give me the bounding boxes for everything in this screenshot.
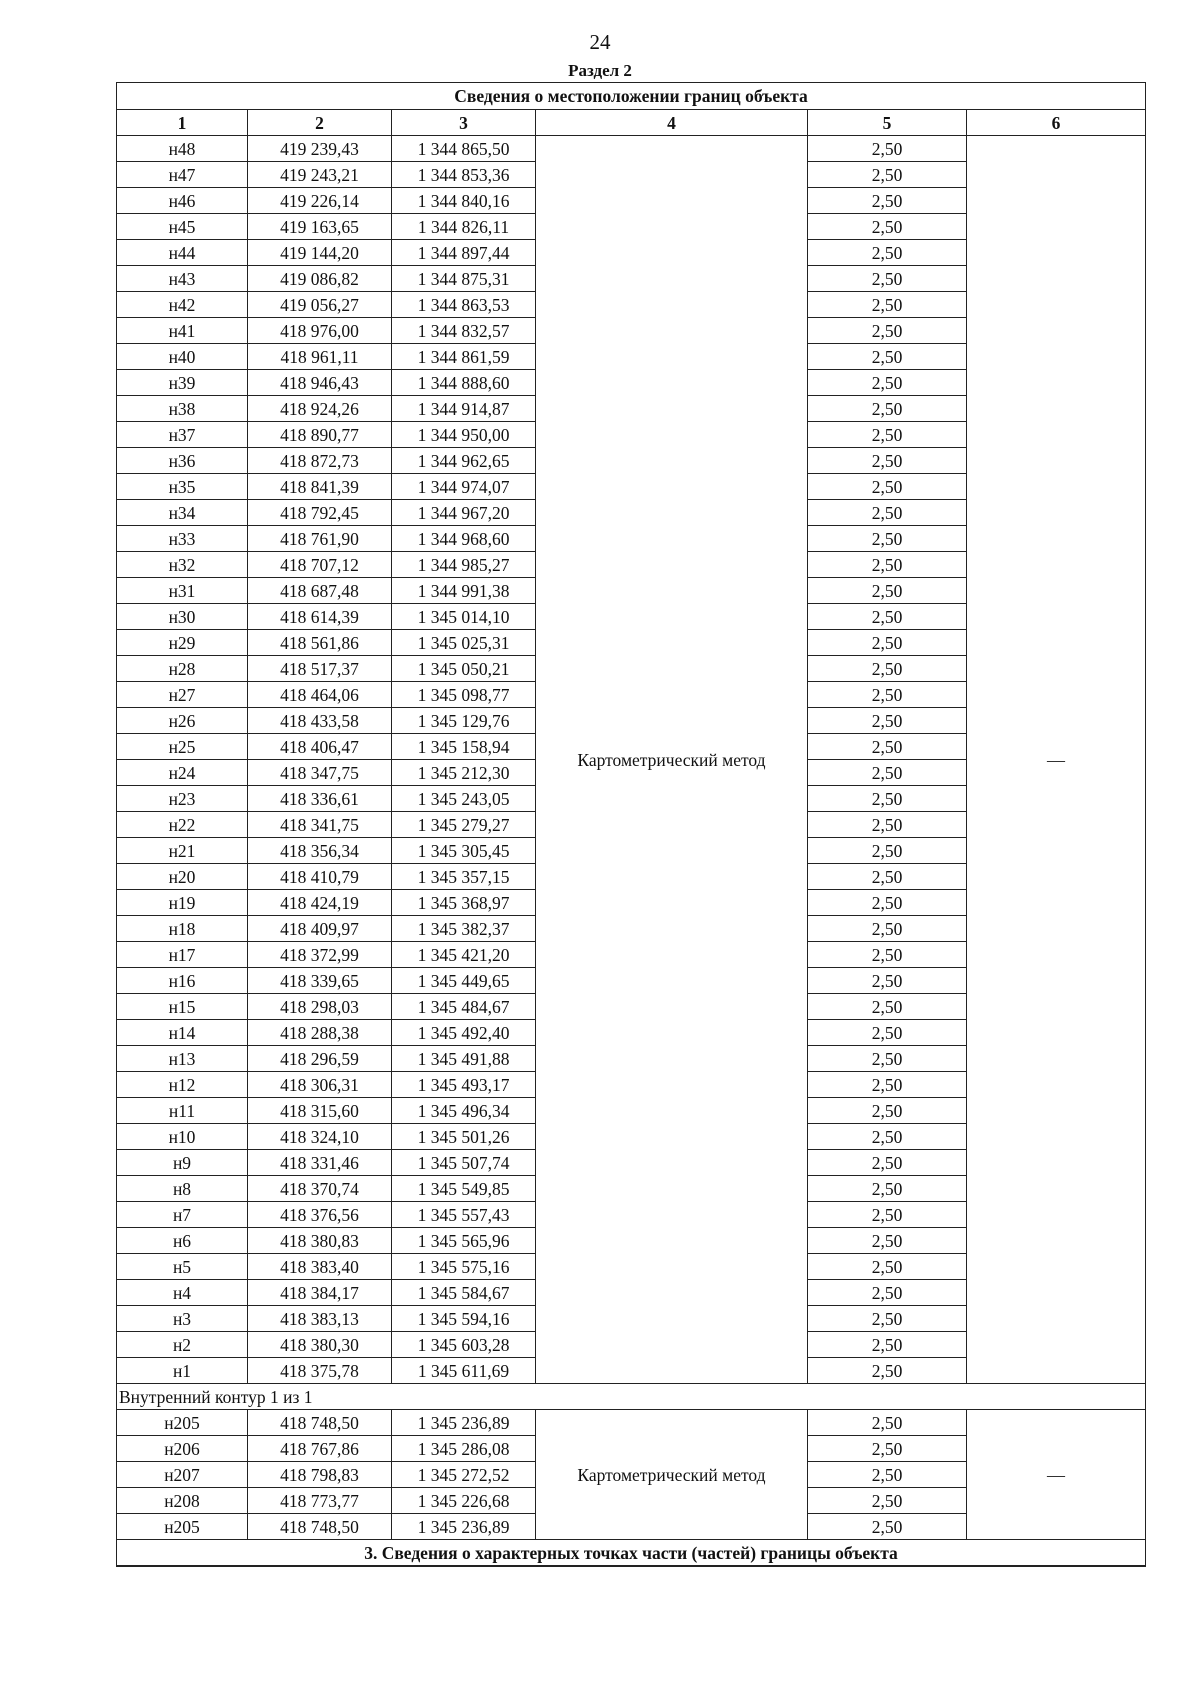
x-coordinate-cell: 418 798,83 [248, 1462, 392, 1488]
point-id-cell: н19 [117, 890, 248, 916]
column-6-cell: — [967, 136, 1146, 1384]
table-body [117, 83, 1146, 1567]
y-coordinate-cell: 1 345 236,89 [392, 1514, 536, 1540]
x-coordinate-cell: 418 792,45 [248, 500, 392, 526]
accuracy-cell: 2,50 [808, 1514, 967, 1540]
x-coordinate-cell: 418 315,60 [248, 1098, 392, 1124]
point-id-cell: н7 [117, 1202, 248, 1228]
table-row [117, 136, 1146, 162]
y-coordinate-cell: 1 345 098,77 [392, 682, 536, 708]
point-id-cell: н1 [117, 1358, 248, 1384]
accuracy-cell: 2,50 [808, 864, 967, 890]
x-coordinate-cell: 418 383,40 [248, 1254, 392, 1280]
section-label: Раздел 2 [568, 61, 632, 80]
column-number: 2 [248, 110, 392, 136]
column-number: 4 [536, 110, 808, 136]
accuracy-cell: 2,50 [808, 266, 967, 292]
x-coordinate-cell: 418 375,78 [248, 1358, 392, 1384]
accuracy-cell: 2,50 [808, 838, 967, 864]
y-coordinate-cell: 1 344 985,27 [392, 552, 536, 578]
y-coordinate-cell: 1 344 962,65 [392, 448, 536, 474]
column-number: 5 [808, 110, 967, 136]
point-id-cell: н22 [117, 812, 248, 838]
x-coordinate-cell: 418 384,17 [248, 1280, 392, 1306]
y-coordinate-cell: 1 345 305,45 [392, 838, 536, 864]
accuracy-cell: 2,50 [808, 994, 967, 1020]
accuracy-cell: 2,50 [808, 682, 967, 708]
point-id-cell: н205 [117, 1514, 248, 1540]
point-id-cell: н207 [117, 1462, 248, 1488]
x-coordinate-cell: 418 424,19 [248, 890, 392, 916]
accuracy-cell: 2,50 [808, 188, 967, 214]
point-id-cell: н14 [117, 1020, 248, 1046]
y-coordinate-cell: 1 345 611,69 [392, 1358, 536, 1384]
x-coordinate-cell: 418 614,39 [248, 604, 392, 630]
y-coordinate-cell: 1 344 888,60 [392, 370, 536, 396]
y-coordinate-cell: 1 345 025,31 [392, 630, 536, 656]
y-coordinate-cell: 1 344 826,11 [392, 214, 536, 240]
accuracy-cell: 2,50 [808, 1072, 967, 1098]
x-coordinate-cell: 419 086,82 [248, 266, 392, 292]
x-coordinate-cell: 418 748,50 [248, 1514, 392, 1540]
column-number: 3 [392, 110, 536, 136]
accuracy-cell: 2,50 [808, 812, 967, 838]
y-coordinate-cell: 1 344 853,36 [392, 162, 536, 188]
x-coordinate-cell: 418 872,73 [248, 448, 392, 474]
inner-contour-row [117, 1384, 1146, 1410]
accuracy-cell: 2,50 [808, 292, 967, 318]
y-coordinate-cell: 1 345 014,10 [392, 604, 536, 630]
accuracy-cell: 2,50 [808, 734, 967, 760]
accuracy-cell: 2,50 [808, 214, 967, 240]
point-id-cell: н11 [117, 1098, 248, 1124]
accuracy-cell: 2,50 [808, 1046, 967, 1072]
y-coordinate-cell: 1 345 421,20 [392, 942, 536, 968]
point-id-cell: н32 [117, 552, 248, 578]
x-coordinate-cell: 419 239,43 [248, 136, 392, 162]
accuracy-cell: 2,50 [808, 604, 967, 630]
point-id-cell: н38 [117, 396, 248, 422]
point-id-cell: н25 [117, 734, 248, 760]
accuracy-cell: 2,50 [808, 552, 967, 578]
table-caption: Сведения о местоположении границ объекта [117, 83, 1146, 110]
y-coordinate-cell: 1 344 832,57 [392, 318, 536, 344]
y-coordinate-cell: 1 345 272,52 [392, 1462, 536, 1488]
table-caption-row [117, 83, 1146, 110]
method-cell: Картометрический метод [536, 1410, 808, 1540]
y-coordinate-cell: 1 344 875,31 [392, 266, 536, 292]
x-coordinate-cell: 418 761,90 [248, 526, 392, 552]
y-coordinate-cell: 1 344 865,50 [392, 136, 536, 162]
x-coordinate-cell: 418 336,61 [248, 786, 392, 812]
accuracy-cell: 2,50 [808, 422, 967, 448]
column-number: 6 [967, 110, 1146, 136]
accuracy-cell: 2,50 [808, 474, 967, 500]
point-id-cell: н8 [117, 1176, 248, 1202]
point-id-cell: н35 [117, 474, 248, 500]
point-id-cell: н43 [117, 266, 248, 292]
point-id-cell: н46 [117, 188, 248, 214]
x-coordinate-cell: 418 409,97 [248, 916, 392, 942]
y-coordinate-cell: 1 345 484,67 [392, 994, 536, 1020]
accuracy-cell: 2,50 [808, 1332, 967, 1358]
point-id-cell: н16 [117, 968, 248, 994]
accuracy-cell: 2,50 [808, 526, 967, 552]
y-coordinate-cell: 1 345 501,26 [392, 1124, 536, 1150]
accuracy-cell: 2,50 [808, 1462, 967, 1488]
accuracy-cell: 2,50 [808, 630, 967, 656]
point-id-cell: н15 [117, 994, 248, 1020]
point-id-cell: н27 [117, 682, 248, 708]
y-coordinate-cell: 1 344 967,20 [392, 500, 536, 526]
y-coordinate-cell: 1 345 236,89 [392, 1410, 536, 1436]
point-id-cell: н12 [117, 1072, 248, 1098]
point-id-cell: н17 [117, 942, 248, 968]
point-id-cell: н40 [117, 344, 248, 370]
y-coordinate-cell: 1 345 212,30 [392, 760, 536, 786]
x-coordinate-cell: 418 561,86 [248, 630, 392, 656]
x-coordinate-cell: 418 383,13 [248, 1306, 392, 1332]
x-coordinate-cell: 418 356,34 [248, 838, 392, 864]
point-id-cell: н21 [117, 838, 248, 864]
x-coordinate-cell: 419 226,14 [248, 188, 392, 214]
y-coordinate-cell: 1 345 368,97 [392, 890, 536, 916]
y-coordinate-cell: 1 345 279,27 [392, 812, 536, 838]
accuracy-cell: 2,50 [808, 1280, 967, 1306]
y-coordinate-cell: 1 344 863,53 [392, 292, 536, 318]
accuracy-cell: 2,50 [808, 1124, 967, 1150]
table-row [117, 1410, 1146, 1436]
point-id-cell: н45 [117, 214, 248, 240]
x-coordinate-cell: 418 306,31 [248, 1072, 392, 1098]
point-id-cell: н36 [117, 448, 248, 474]
accuracy-cell: 2,50 [808, 1306, 967, 1332]
y-coordinate-cell: 1 345 449,65 [392, 968, 536, 994]
point-id-cell: н5 [117, 1254, 248, 1280]
accuracy-cell: 2,50 [808, 500, 967, 526]
point-id-cell: н28 [117, 656, 248, 682]
x-coordinate-cell: 418 976,00 [248, 318, 392, 344]
x-coordinate-cell: 418 773,77 [248, 1488, 392, 1514]
accuracy-cell: 2,50 [808, 1410, 967, 1436]
accuracy-cell: 2,50 [808, 396, 967, 422]
point-id-cell: н206 [117, 1436, 248, 1462]
y-coordinate-cell: 1 345 491,88 [392, 1046, 536, 1072]
x-coordinate-cell: 418 380,83 [248, 1228, 392, 1254]
y-coordinate-cell: 1 345 158,94 [392, 734, 536, 760]
accuracy-cell: 2,50 [808, 1488, 967, 1514]
y-coordinate-cell: 1 345 493,17 [392, 1072, 536, 1098]
accuracy-cell: 2,50 [808, 968, 967, 994]
y-coordinate-cell: 1 345 549,85 [392, 1176, 536, 1202]
point-id-cell: н2 [117, 1332, 248, 1358]
accuracy-cell: 2,50 [808, 890, 967, 916]
y-coordinate-cell: 1 344 840,16 [392, 188, 536, 214]
point-id-cell: н10 [117, 1124, 248, 1150]
accuracy-cell: 2,50 [808, 344, 967, 370]
x-coordinate-cell: 418 324,10 [248, 1124, 392, 1150]
y-coordinate-cell: 1 345 565,96 [392, 1228, 536, 1254]
y-coordinate-cell: 1 345 575,16 [392, 1254, 536, 1280]
point-id-cell: н26 [117, 708, 248, 734]
x-coordinate-cell: 419 144,20 [248, 240, 392, 266]
y-coordinate-cell: 1 345 226,68 [392, 1488, 536, 1514]
x-coordinate-cell: 419 056,27 [248, 292, 392, 318]
y-coordinate-cell: 1 344 950,00 [392, 422, 536, 448]
x-coordinate-cell: 418 924,26 [248, 396, 392, 422]
point-id-cell: н9 [117, 1150, 248, 1176]
x-coordinate-cell: 418 372,99 [248, 942, 392, 968]
y-coordinate-cell: 1 345 584,67 [392, 1280, 536, 1306]
y-coordinate-cell: 1 344 968,60 [392, 526, 536, 552]
accuracy-cell: 2,50 [808, 1098, 967, 1124]
y-coordinate-cell: 1 345 492,40 [392, 1020, 536, 1046]
point-id-cell: н20 [117, 864, 248, 890]
x-coordinate-cell: 418 347,75 [248, 760, 392, 786]
column-number: 1 [117, 110, 248, 136]
next-section-heading: 3. Сведения о характерных точках части (частей) границы объекта [117, 1540, 1146, 1567]
accuracy-cell: 2,50 [808, 942, 967, 968]
point-id-cell: н4 [117, 1280, 248, 1306]
point-id-cell: н3 [117, 1306, 248, 1332]
x-coordinate-cell: 419 243,21 [248, 162, 392, 188]
x-coordinate-cell: 418 961,11 [248, 344, 392, 370]
accuracy-cell: 2,50 [808, 1150, 967, 1176]
point-id-cell: н37 [117, 422, 248, 448]
accuracy-cell: 2,50 [808, 1202, 967, 1228]
column-6-cell: — [967, 1410, 1146, 1540]
point-id-cell: н6 [117, 1228, 248, 1254]
y-coordinate-cell: 1 344 974,07 [392, 474, 536, 500]
x-coordinate-cell: 418 296,59 [248, 1046, 392, 1072]
y-coordinate-cell: 1 344 914,87 [392, 396, 536, 422]
y-coordinate-cell: 1 344 861,59 [392, 344, 536, 370]
accuracy-cell: 2,50 [808, 370, 967, 396]
accuracy-cell: 2,50 [808, 448, 967, 474]
x-coordinate-cell: 418 707,12 [248, 552, 392, 578]
y-coordinate-cell: 1 345 507,74 [392, 1150, 536, 1176]
accuracy-cell: 2,50 [808, 1254, 967, 1280]
y-coordinate-cell: 1 344 991,38 [392, 578, 536, 604]
point-id-cell: н34 [117, 500, 248, 526]
accuracy-cell: 2,50 [808, 1176, 967, 1202]
x-coordinate-cell: 418 687,48 [248, 578, 392, 604]
accuracy-cell: 2,50 [808, 318, 967, 344]
x-coordinate-cell: 418 341,75 [248, 812, 392, 838]
point-id-cell: н33 [117, 526, 248, 552]
accuracy-cell: 2,50 [808, 240, 967, 266]
page-number: 24 [589, 30, 611, 54]
accuracy-cell: 2,50 [808, 708, 967, 734]
accuracy-cell: 2,50 [808, 578, 967, 604]
x-coordinate-cell: 418 406,47 [248, 734, 392, 760]
y-coordinate-cell: 1 345 357,15 [392, 864, 536, 890]
y-coordinate-cell: 1 345 050,21 [392, 656, 536, 682]
point-id-cell: н31 [117, 578, 248, 604]
point-id-cell: н44 [117, 240, 248, 266]
accuracy-cell: 2,50 [808, 1358, 967, 1384]
x-coordinate-cell: 418 946,43 [248, 370, 392, 396]
x-coordinate-cell: 418 370,74 [248, 1176, 392, 1202]
x-coordinate-cell: 419 163,65 [248, 214, 392, 240]
column-numbers-row [117, 110, 1146, 136]
y-coordinate-cell: 1 344 897,44 [392, 240, 536, 266]
accuracy-cell: 2,50 [808, 1436, 967, 1462]
x-coordinate-cell: 418 433,58 [248, 708, 392, 734]
y-coordinate-cell: 1 345 496,34 [392, 1098, 536, 1124]
x-coordinate-cell: 418 376,56 [248, 1202, 392, 1228]
method-cell: Картометрический метод [536, 136, 808, 1384]
x-coordinate-cell: 418 380,30 [248, 1332, 392, 1358]
y-coordinate-cell: 1 345 286,08 [392, 1436, 536, 1462]
point-id-cell: н23 [117, 786, 248, 812]
accuracy-cell: 2,50 [808, 656, 967, 682]
accuracy-cell: 2,50 [808, 916, 967, 942]
x-coordinate-cell: 418 288,38 [248, 1020, 392, 1046]
x-coordinate-cell: 418 748,50 [248, 1410, 392, 1436]
point-id-cell: н47 [117, 162, 248, 188]
x-coordinate-cell: 418 464,06 [248, 682, 392, 708]
accuracy-cell: 2,50 [808, 760, 967, 786]
point-id-cell: н42 [117, 292, 248, 318]
next-section-row [117, 1540, 1146, 1567]
point-id-cell: н13 [117, 1046, 248, 1072]
point-id-cell: н41 [117, 318, 248, 344]
accuracy-cell: 2,50 [808, 1228, 967, 1254]
x-coordinate-cell: 418 339,65 [248, 968, 392, 994]
x-coordinate-cell: 418 890,77 [248, 422, 392, 448]
y-coordinate-cell: 1 345 557,43 [392, 1202, 536, 1228]
y-coordinate-cell: 1 345 243,05 [392, 786, 536, 812]
boundary-coordinates-table [116, 82, 1146, 1567]
accuracy-cell: 2,50 [808, 786, 967, 812]
point-id-cell: н29 [117, 630, 248, 656]
point-id-cell: н208 [117, 1488, 248, 1514]
point-id-cell: н18 [117, 916, 248, 942]
point-id-cell: н205 [117, 1410, 248, 1436]
accuracy-cell: 2,50 [808, 136, 967, 162]
point-id-cell: н24 [117, 760, 248, 786]
x-coordinate-cell: 418 517,37 [248, 656, 392, 682]
point-id-cell: н30 [117, 604, 248, 630]
inner-contour-label: Внутренний контур 1 из 1 [117, 1384, 1146, 1410]
y-coordinate-cell: 1 345 594,16 [392, 1306, 536, 1332]
point-id-cell: н39 [117, 370, 248, 396]
accuracy-cell: 2,50 [808, 1020, 967, 1046]
y-coordinate-cell: 1 345 603,28 [392, 1332, 536, 1358]
x-coordinate-cell: 418 410,79 [248, 864, 392, 890]
accuracy-cell: 2,50 [808, 162, 967, 188]
y-coordinate-cell: 1 345 129,76 [392, 708, 536, 734]
point-id-cell: н48 [117, 136, 248, 162]
x-coordinate-cell: 418 841,39 [248, 474, 392, 500]
x-coordinate-cell: 418 298,03 [248, 994, 392, 1020]
x-coordinate-cell: 418 331,46 [248, 1150, 392, 1176]
y-coordinate-cell: 1 345 382,37 [392, 916, 536, 942]
x-coordinate-cell: 418 767,86 [248, 1436, 392, 1462]
